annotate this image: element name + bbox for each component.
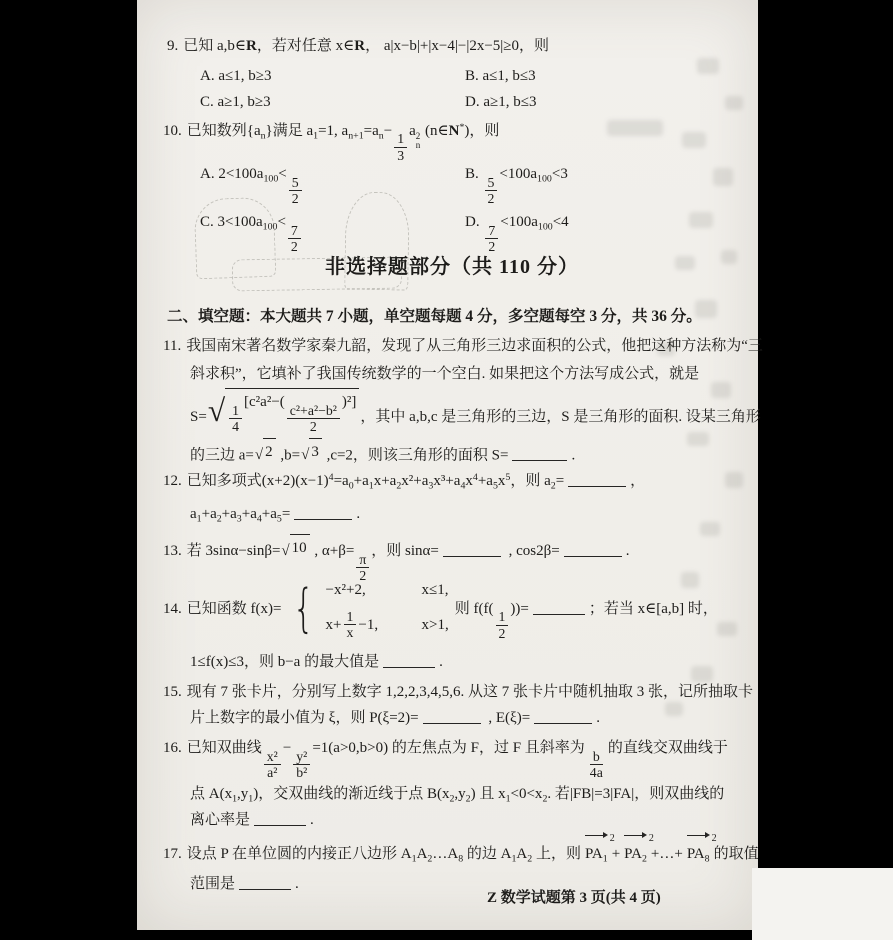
answer-blank xyxy=(568,471,626,487)
subscript: 2 xyxy=(465,793,471,805)
subscript: 5 xyxy=(492,480,498,492)
question-number: 17. xyxy=(163,846,182,862)
question-14 xyxy=(163,578,718,641)
bleed-through-mark xyxy=(725,96,743,110)
subscript: n xyxy=(260,130,266,142)
answer-blank xyxy=(443,541,501,557)
question-text: 我国南宋著名数学家秦九韶，发现了从三角形三边求面积的公式，他把这种方法称为“三 xyxy=(186,338,763,354)
subscript: 5 xyxy=(276,513,282,525)
question-9-option-d xyxy=(465,90,536,114)
question-number: 14. xyxy=(163,600,182,617)
vector-arrow-icon xyxy=(624,835,644,836)
bleed-through-mark xyxy=(687,432,709,446)
bleed-through-mark xyxy=(689,212,713,228)
question-stem: 已知 a,b∈R，若对任意 x∈R， a|x−b|+|x−4|−|2x−5|≥0，则 xyxy=(183,38,550,54)
subscript: 1 xyxy=(511,853,517,865)
superscript: * xyxy=(459,122,465,133)
scan-corner-patch xyxy=(752,868,893,940)
question-17-line-2: 范围是 . xyxy=(190,876,299,892)
question-text: 设点 P 在单位圆的内接正八边形 $A_1A_2\dots A_8$ 的边 $A_1A_2$ 上，则 $PA_1$ 2 + $PA_2$ 2 +…+ $PA_8$ 2 的取值 xyxy=(187,846,759,862)
bleed-through-mark xyxy=(681,572,699,588)
question-13 xyxy=(163,534,629,584)
question-text: 若 3sinα−sinβ= √ 10 , α+β= $\frac{\pi}{2}$ ，则 sinα= , cos2β= . xyxy=(187,543,630,559)
vector-term: $PA_2$ 2 xyxy=(623,840,648,871)
question-9-option-a xyxy=(200,64,271,88)
question-10 xyxy=(163,116,499,163)
page-footer: Z 数学试题第 3 页(共 4 页) xyxy=(487,890,661,906)
subscript: 2 xyxy=(527,853,533,865)
bleed-through-mark xyxy=(717,622,737,636)
question-10-option-b xyxy=(465,162,568,206)
subscript: 100 xyxy=(263,173,279,185)
question-number: 12. xyxy=(163,472,182,489)
question-stem: 已知数列$\{a_n\}$满足 $a_1=1$, $a_{n+1}=a_n-$ $\frac{1}{3}$ a 2 n (n∈N*)，则 xyxy=(186,122,500,163)
vector-term: $PA_8$ 2 xyxy=(686,840,711,871)
bleed-through-mark xyxy=(691,666,713,682)
vector-arrow-icon xyxy=(585,835,605,836)
subscript: 4 xyxy=(460,480,466,492)
option-label: A. xyxy=(200,166,215,182)
question-16-line-3: 离心率是 . xyxy=(190,812,314,828)
question-12-line-2: $a_1+a_2+a_3+a_4+a_5=$ . xyxy=(190,506,361,525)
fraction: $\frac{b}{4a}$ xyxy=(589,748,603,780)
fraction: $\frac{\text{x²}}{\text{a²}}$ xyxy=(264,749,281,781)
question-10-option-d xyxy=(465,210,569,254)
answer-blank xyxy=(512,445,567,461)
bleed-through-mark xyxy=(713,168,733,186)
fraction: $\frac{5}{2}$ xyxy=(289,175,302,207)
option-label: B. xyxy=(465,166,479,182)
option-body: a≥1, b≤3 xyxy=(483,94,537,110)
superscript: 2 xyxy=(711,833,717,844)
subscript: 2 xyxy=(449,793,455,805)
bleed-through-mark xyxy=(665,702,683,716)
subscript: 2 xyxy=(396,480,402,492)
question-number: 13. xyxy=(163,543,182,560)
answer-blank xyxy=(239,874,291,890)
answer-blank xyxy=(383,652,435,668)
subscript: 1 xyxy=(196,513,202,525)
option-body: a≥1, b≥3 xyxy=(217,94,271,110)
question-14-line-2: 1≤f(x)≤3，则 b−a 的最大值是 . xyxy=(190,654,443,670)
fraction: $\frac{7}{2}$ xyxy=(288,223,301,255)
question-12 xyxy=(163,466,645,498)
superscript: 4 xyxy=(472,472,478,483)
bleed-through-mark xyxy=(695,300,717,318)
bleed-through-mark xyxy=(607,120,663,136)
subscript: n xyxy=(378,130,384,142)
option-label: C. xyxy=(200,94,214,110)
question-number: 16. xyxy=(163,740,182,756)
exam-paper-scan xyxy=(137,0,763,930)
subscript: 2 xyxy=(216,513,222,525)
radical: √ 2 xyxy=(255,438,276,464)
option-label: B. xyxy=(465,68,479,84)
question-9 xyxy=(167,34,549,58)
option-body: $3<100a_{100}<$ $\frac{7}{2}$ xyxy=(218,214,303,230)
answer-blank xyxy=(534,708,592,724)
subscript: 0 xyxy=(348,480,354,492)
left-brace: { xyxy=(293,578,315,639)
question-number: 15. xyxy=(163,684,182,700)
option-label: D. xyxy=(465,214,480,230)
piecewise-cases xyxy=(287,578,448,641)
question-9-option-c xyxy=(200,90,271,114)
pencil-ghost-mark xyxy=(232,257,403,292)
subscript: 100 xyxy=(537,173,552,185)
subscript: 1 xyxy=(248,793,254,805)
case-row: −x²+2, x≤1, xyxy=(325,582,449,598)
subscript: 1 xyxy=(602,853,608,865)
option-body: $2<100a_{100}<$ $\frac{5}{2}$ xyxy=(218,166,303,182)
question-number: 9. xyxy=(167,38,179,54)
question-16 xyxy=(163,736,728,780)
question-number: 11. xyxy=(163,338,182,354)
bold-symbol: R xyxy=(246,38,257,54)
radical: √ 10 xyxy=(281,534,309,560)
question-11-formula: S= √ $\frac{1}{4}$ [c²a²−( $\frac{\text{c²+a²−b²}}{2}$ )²] ，其中 a,b,c 是三角形的三边，S 是三角形的面积. 设某三角形 xyxy=(190,388,761,434)
fraction: $\frac{1}{x}$ xyxy=(344,609,357,641)
option-label: A. xyxy=(200,68,215,84)
question-11-line-2: 斜求积”，它填补了我国传统数学的一个空白. 如果把这个方法写成公式，就是 xyxy=(190,366,700,382)
question-number: 10. xyxy=(163,122,182,139)
superscript: 5 xyxy=(505,472,511,483)
answer-blank xyxy=(294,504,352,520)
answer-blank xyxy=(423,708,481,724)
fraction: $\frac{1}{2}$ xyxy=(496,609,509,641)
superscript: 4 xyxy=(328,472,334,483)
radical: √ 3 xyxy=(301,438,322,464)
subscript: 1 xyxy=(505,793,511,805)
bleed-through-mark xyxy=(697,58,719,74)
fraction: $\frac{\text{y²}}{\text{b²}}$ xyxy=(293,749,310,781)
option-body: $\frac{7}{2}$ $<100a_{100}<4$ xyxy=(483,214,568,230)
subscript: 1 xyxy=(368,480,374,492)
subscript: 4 xyxy=(256,513,262,525)
bleed-through-mark xyxy=(721,250,737,264)
question-text: 已知多项式$(x+2)(x-1)^4=a_0+a_1x+a_2x^2+a_3x^3+a_4x^4+a_5x^5$，则 $a_2=$ ， xyxy=(186,472,646,492)
subscript: 2 xyxy=(641,853,647,865)
bleed-through-mark xyxy=(682,132,706,148)
option-body: a≤1, b≤3 xyxy=(482,68,536,84)
option-label: C. xyxy=(200,214,214,230)
subscript: 8 xyxy=(458,853,464,865)
vector-arrow-icon xyxy=(687,835,707,836)
subscript: 1 xyxy=(232,793,238,805)
bleed-through-mark xyxy=(675,256,695,270)
fraction: $\frac{7}{2}$ xyxy=(485,223,498,255)
question-15-line-2: 片上数字的最小值为 ξ，则 P(ξ=2)= , E(ξ)= . xyxy=(190,710,600,726)
fraction: $\frac{\text{c²+a²−b²}}{2}$ xyxy=(287,403,340,435)
bleed-through-mark xyxy=(700,522,720,536)
sub-sup-stack: 2 n xyxy=(415,130,421,151)
bleed-through-mark xyxy=(725,472,743,488)
answer-blank xyxy=(254,810,306,826)
fill-in-blank-header: 二、填空题：本大题共 7 小题，单空题每题 4 分，多空题每空 3 分，共 36 分。 xyxy=(167,308,702,325)
subscript: 1 xyxy=(313,130,319,142)
subscript: 3 xyxy=(236,513,242,525)
option-label: D. xyxy=(465,94,480,110)
answer-blank xyxy=(533,599,585,615)
question-9-option-b xyxy=(465,64,536,88)
subscript: 2 xyxy=(427,853,433,865)
vector-term: $PA_1$ 2 xyxy=(584,840,609,871)
fraction: $\frac{1}{3}$ xyxy=(394,131,407,163)
subscript: 3 xyxy=(428,480,434,492)
question-16-line-2: 点 $A(x_1,y_1)$，交双曲线的渐近线于点 $B(x_2,y_2)$ 且 $x_1<0<x_2$. 若|FB|=3|FA|，则双曲线的 xyxy=(190,786,725,805)
bleed-through-mark xyxy=(711,382,731,398)
question-text: 已知双曲线 $\frac{\text{x²}}{\text{a²}}$ − $\frac{\text{y²}}{\text{b²}}$ =1(a>0,b>0) 的左焦点为 F，过 F 且斜率为 $\frac{b}{4a}$ 的直线交双曲线于 xyxy=(186,740,728,780)
subscript: 2 xyxy=(550,480,556,492)
bold-symbol: R xyxy=(354,38,366,54)
fraction: $\frac{1}{4}$ xyxy=(229,403,242,435)
answer-blank xyxy=(564,541,622,557)
question-15 xyxy=(163,680,753,704)
fraction: $\frac{5}{2}$ xyxy=(485,175,498,207)
option-body: $\frac{5}{2}$ $<100a_{100}<3$ xyxy=(483,166,568,182)
bold-symbol: N xyxy=(448,122,460,139)
subscript: 1 xyxy=(411,853,417,865)
superscript: 2 xyxy=(648,833,654,844)
section-title: 非选择题部分（共 110 分） xyxy=(325,256,579,278)
superscript: 2 xyxy=(609,833,615,844)
subscript: 100 xyxy=(537,221,553,233)
question-11-line-4: 的三边 a= √ 2 ,b= √ 3 ,c=2，则该三角形的面积 S= . xyxy=(190,438,575,467)
bleed-through-mark xyxy=(657,342,675,356)
fraction: $\frac{\pi}{2}$ xyxy=(356,552,369,584)
option-body: a≤1, b≥3 xyxy=(218,68,272,84)
case-row: x+ $\frac{1}{x}$ −1, x>1, xyxy=(325,609,449,641)
subscript: 100 xyxy=(262,221,278,233)
subscript: 2 xyxy=(542,793,548,805)
subscript: 8 xyxy=(704,853,710,865)
question-17 xyxy=(163,833,759,871)
subscript: n+1 xyxy=(348,130,364,142)
question-text: 已知函数 f(x)= { −x²+2, x≤1, x+ $\frac{1}{x}$ −1, x>1, 则 f(f( $\frac{1}{2}$ ))= ；若当 x∈[a,b] 时， xyxy=(186,578,718,641)
radical: √ $\frac{1}{4}$ [c²a²−( $\frac{\text{c²+a²−b²}}{2}$ )²] xyxy=(208,388,360,434)
question-text: 现有 7 张卡片，分别写上数字 1,2,2,3,4,5,6. 从这 7 张卡片中随机抽取 3 张，记所抽取卡 xyxy=(186,684,754,700)
